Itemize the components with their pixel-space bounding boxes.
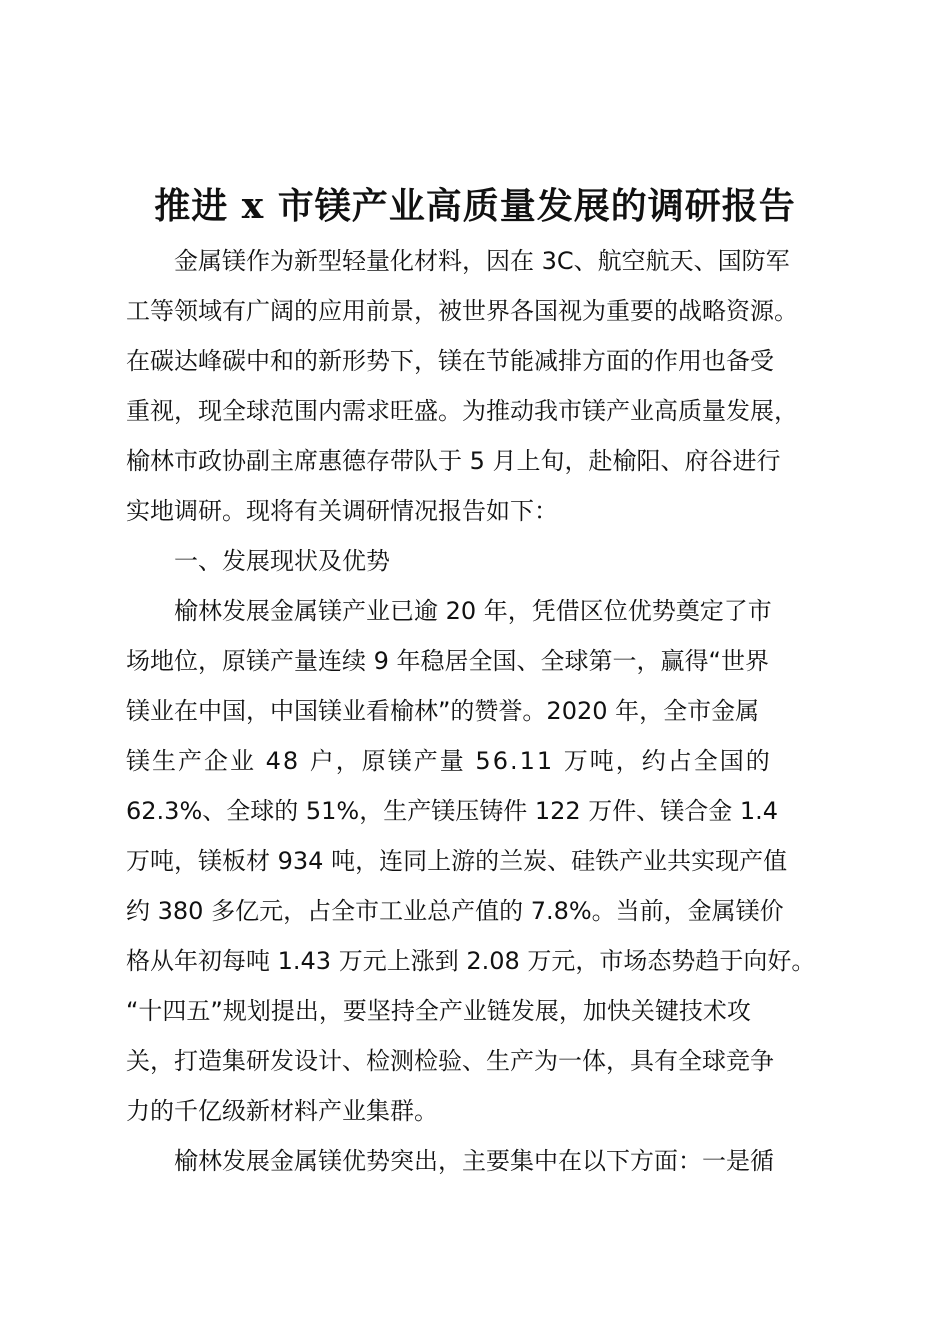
status-paragraph xyxy=(126,586,836,1136)
text-line: 格从年初每吨 1.43 万元上涨到 2.08 万元，市场态势趋于向好。 xyxy=(126,947,816,975)
text-line: 在碳达峰碳中和的新形势下，镁在节能减排方面的作用也备受 xyxy=(126,347,774,375)
intro-paragraph xyxy=(126,236,836,536)
text-line: 力的千亿级新材料产业集群。 xyxy=(126,1097,438,1125)
text-line: 重视，现全球范围内需求旺盛。为推动我市镁产业高质量发展， xyxy=(126,397,798,425)
advantages-paragraph xyxy=(126,1136,836,1186)
document-body xyxy=(126,236,836,1186)
text-line: “十四五”规划提出，要坚持全产业链发展，加快关键技术攻 xyxy=(126,997,751,1025)
text-line: 实地调研。现将有关调研情况报告如下： xyxy=(126,497,558,525)
text-line: 榆林市政协副主席惠德存带队于 5 月上旬，赴榆阳、府谷进行 xyxy=(126,447,781,475)
text-line: 榆林发展金属镁产业已逾 20 年，凭借区位优势奠定了市 xyxy=(174,597,772,625)
text-line: 金属镁作为新型轻量化材料，因在 3C、航空航天、国防军 xyxy=(174,247,790,275)
text-line: 万吨，镁板材 934 吨，连同上游的兰炭、硅铁产业共实现产值 xyxy=(126,847,788,875)
text-line: 镁生产企业 48 户，原镁产量 56.11 万吨，约占全国的 xyxy=(126,747,772,775)
text-line: 榆林发展金属镁优势突出，主要集中在以下方面：一是循 xyxy=(174,1147,774,1175)
document-title: 推进 x 市镁产业高质量发展的调研报告 xyxy=(154,185,796,227)
text-line: 62.3%、全球的 51%，生产镁压铸件 122 万件、镁合金 1.4 xyxy=(126,797,779,825)
text-line: 关，打造集研发设计、检测检验、生产为一体，具有全球竞争 xyxy=(126,1047,774,1075)
text-line: 镁业在中国，中国镁业看榆林”的赞誉。2020 年，全市金属 xyxy=(126,697,760,725)
text-line: 工等领域有广阔的应用前景，被世界各国视为重要的战略资源。 xyxy=(126,297,798,325)
section-heading: 一、发展现状及优势 xyxy=(174,547,390,575)
text-line: 场地位，原镁产量连续 9 年稳居全国、全球第一，赢得“世界 xyxy=(126,647,769,675)
text-line: 约 380 多亿元，占全市工业总产值的 7.8%。当前，金属镁价 xyxy=(126,897,784,925)
